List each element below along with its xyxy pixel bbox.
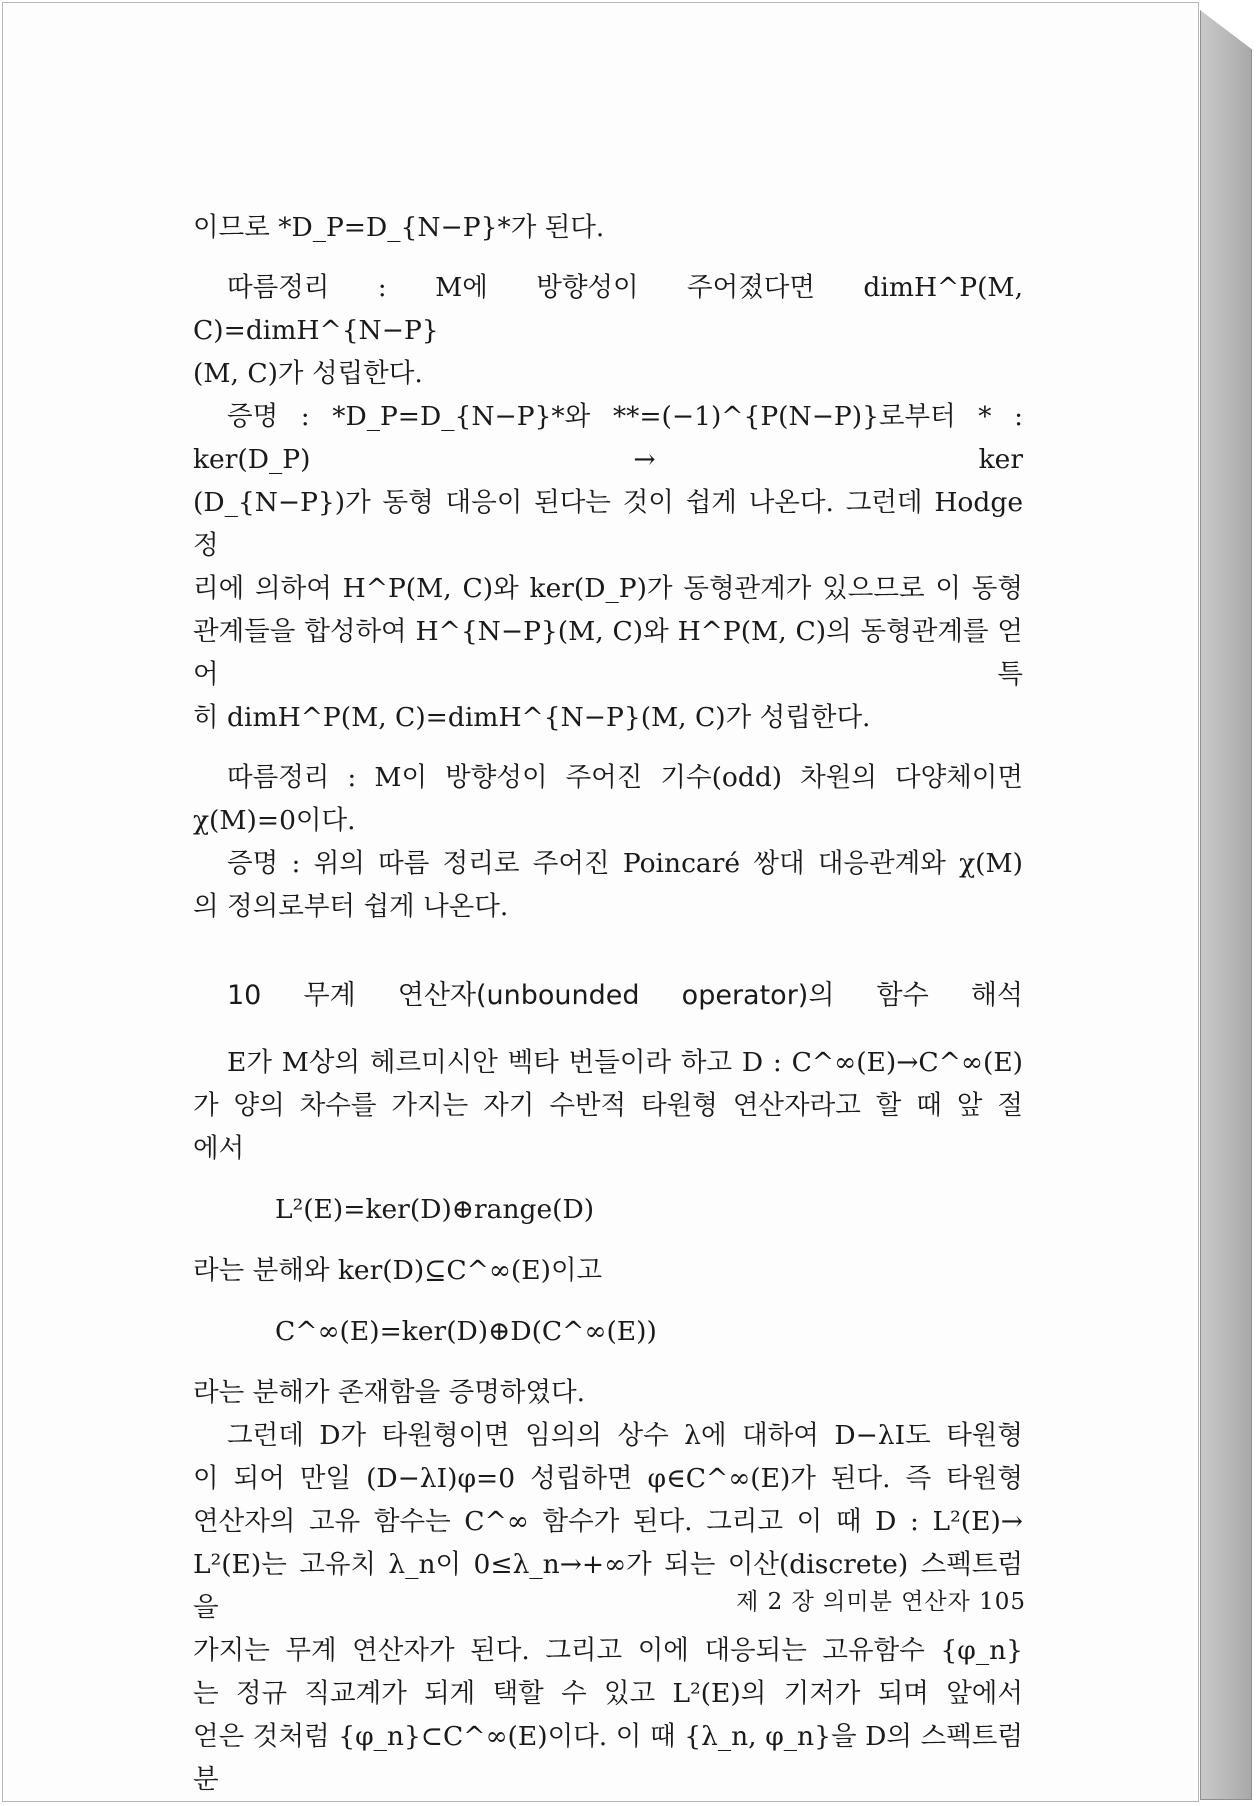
text-line: 그런데 D가 타원형이면 임의의 상수 λ에 대하여 D−λI도 타원형 — [227, 1420, 1023, 1451]
text-line: 이므로 *D_P=D_{N−P}*가 된다. — [193, 212, 605, 243]
text-line: 따름정리 : M에 방향성이 주어졌다면 dimH^P(M, C)=dimH^{N−P} — [193, 272, 1023, 346]
text-line: L²(E)는 고유치 λ_n이 0≤λ_n→+∞가 되는 이산(discrete) 스펙트럼을 — [193, 1549, 1023, 1623]
text-line: 따름정리 : M이 방향성이 주어진 기수(odd) 차원의 다양체이면 — [227, 762, 1023, 793]
text-line: 히 dimH^P(M, C)=dimH^{N−P}(M, C)가 성립한다. — [193, 702, 871, 733]
text-line: 이 되어 만일 (D−λI)φ=0 성립하면 φ∈C^∞(E)가 된다. 즉 타원형 — [193, 1463, 1023, 1494]
text-line: 얻은 것처럼 {φ_n}⊂C^∞(E)이다. 이 때 {λ_n, φ_n}을 D의 스펙트럼 분 — [193, 1721, 1023, 1795]
text-line: 연산자의 고유 함수는 C^∞ 함수가 된다. 그리고 이 때 D : L²(E)→ — [193, 1506, 1023, 1537]
text-line: 증명 : *D_P=D_{N−P}*와 **=(−1)^{P(N−P)}로부터 * : ker(D_P) → ker — [193, 401, 1023, 475]
text-line: 가 양의 차수를 가지는 자기 수반적 타원형 연산자라고 할 때 앞 절 — [193, 1090, 1023, 1121]
text-line: 의 정의로부터 쉽게 나온다. — [193, 891, 509, 922]
text-line: 에서 — [193, 1133, 245, 1164]
text-line: 가지는 무계 연산자가 된다. 그리고 이에 대응되는 고유함수 {φ_n} — [193, 1635, 1023, 1666]
display-equation: L²(E)=ker(D)⊕range(D) — [275, 1194, 595, 1225]
text-line: 는 정규 직교계가 되게 택할 수 있고 L²(E)의 기저가 되며 앞에서 — [193, 1678, 1023, 1709]
text-line: χ(M)=0이다. — [193, 805, 356, 836]
text-line: (M, C)가 성립한다. — [193, 358, 423, 389]
display-equation: C^∞(E)=ker(D)⊕D(C^∞(E)) — [275, 1316, 657, 1347]
text-line: (D_{N−P})가 동형 대응이 된다는 것이 쉽게 나온다. 그런데 Hodge 정 — [193, 487, 1023, 561]
text-line: E가 M상의 헤르미시안 벡타 번들이라 하고 D : C^∞(E)→C^∞(E) — [227, 1047, 1023, 1078]
text-line: 리에 의하여 H^P(M, C)와 ker(D_P)가 동형관계가 있으므로 이 동형 — [193, 573, 1023, 604]
text-line: 증명 : 위의 따름 정리로 주어진 Poincaré 쌍대 대응관계와 χ(M) — [227, 848, 1023, 879]
page-footer: 제 2 장 의미분 연산자 105 — [736, 1589, 1026, 1615]
page-body — [193, 206, 1023, 1801]
text-line: 라는 분해가 존재함을 증명하였다. — [193, 1377, 586, 1408]
text-line: 관계들을 합성하여 H^{N−P}(M, C)와 H^P(M, C)의 동형관계를 얻어 특 — [193, 616, 1023, 690]
page-stack-edge — [1200, 10, 1252, 1800]
section-heading: 10 무계 연산자(unbounded operator)의 함수 해석 — [227, 980, 1023, 1011]
text-line: 라는 분해와 ker(D)⊆C^∞(E)이고 — [193, 1255, 603, 1286]
